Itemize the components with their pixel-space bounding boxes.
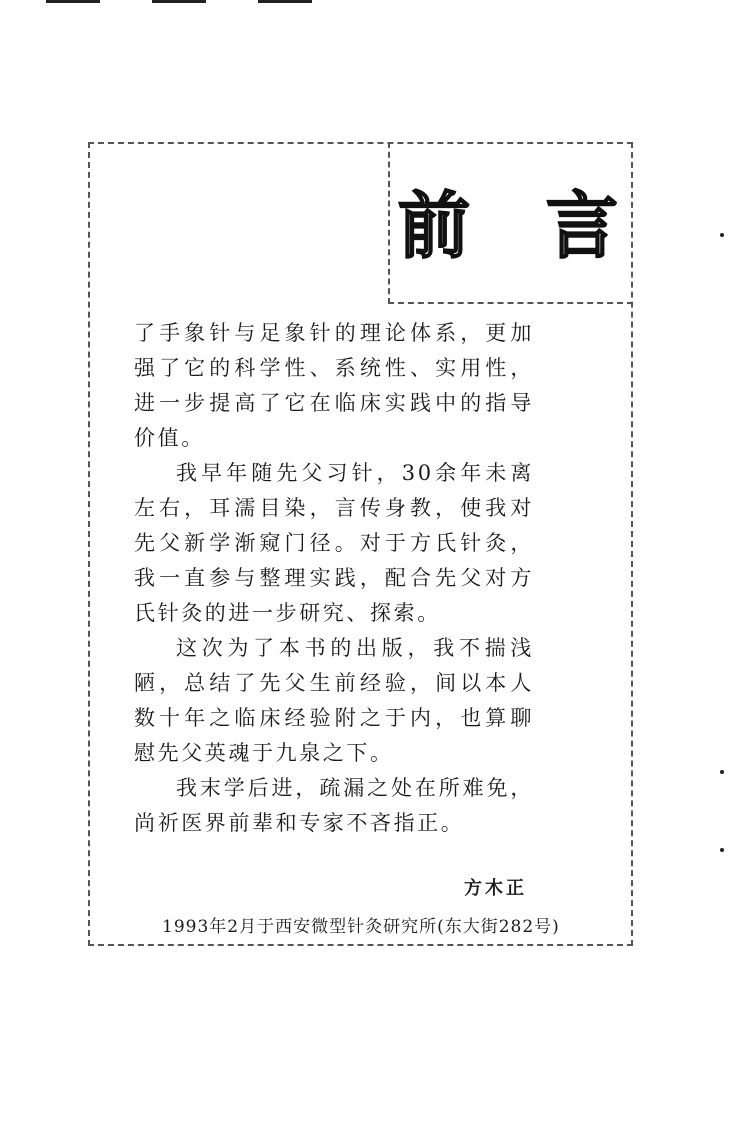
top-rule-1 <box>46 0 100 3</box>
scan-speck-3 <box>720 848 724 852</box>
paragraph-1: 了手象针与足象针的理论体系，更加强了它的科学性、系统性、实用性，进一步提高了它在临床实践中的指导价值。 <box>134 321 534 450</box>
scan-speck-2 <box>720 770 724 774</box>
paragraph-4: 我末学后进，疏漏之处在所难免，尚祈医界前辈和专家不吝指正。 <box>134 776 534 835</box>
paragraph-2: 我早年随先父习针，30余年未离左右，耳濡目染，言传身教，使我对先父新学渐窥门径。对于方氏针灸，我一直参与整理实践，配合先父对方氏针灸的进一步研究、探索。 <box>134 461 534 625</box>
title-char-1: 前 <box>398 183 471 268</box>
preface-body <box>134 316 534 841</box>
dateline: 1993年2月于西安微型针灸研究所(东大街282号) <box>162 917 560 937</box>
top-rule-3 <box>258 0 312 3</box>
title-char-2: 言 <box>545 183 618 268</box>
author-signature: 方木正 <box>464 878 527 899</box>
page-title <box>398 183 618 268</box>
scan-speck-1 <box>720 233 724 237</box>
paragraph-3: 这次为了本书的出版，我不揣浅陋，总结了先父生前经验，间以本人数十年之临床经验附之于内，也算聊慰先父英魂于九泉之下。 <box>134 636 534 765</box>
top-rule-2 <box>152 0 206 3</box>
